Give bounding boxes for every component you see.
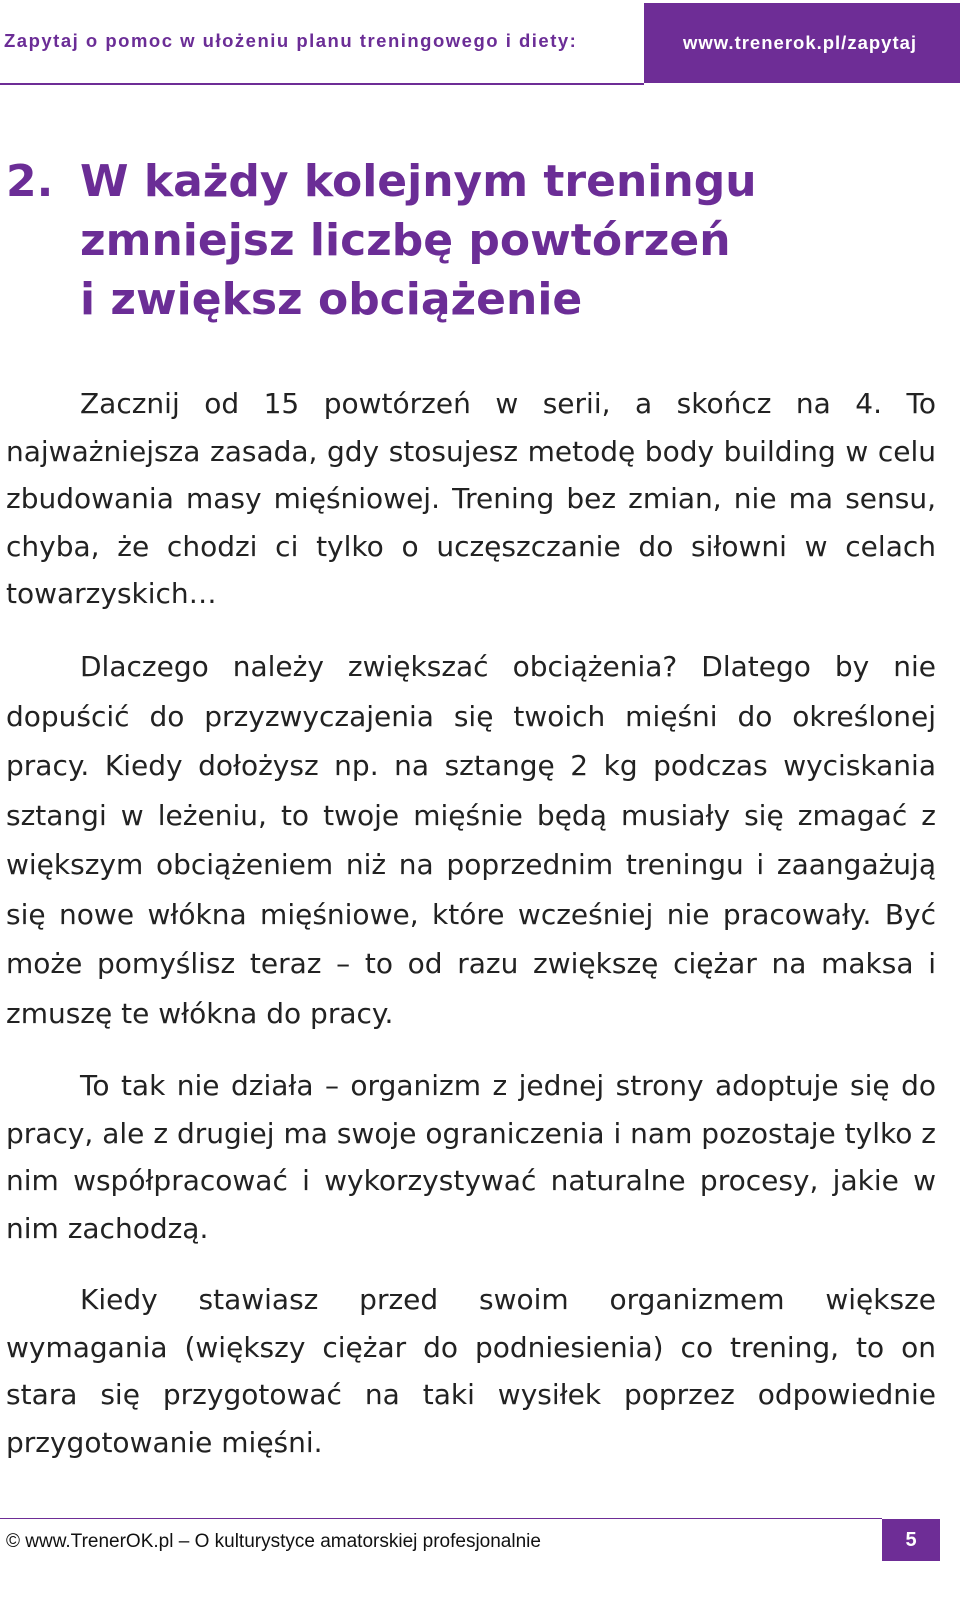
body-paragraph-1: Zacznij od 15 powtórzeń w serii, a skończ na 4. To najważniejsza zasada, gdy stosujesz metodę body building w celu zbudowania masy mięśniowej. Trening bez zmian, nie ma sensu, chyba, że chodzi ci tylko o uczęszczanie do siłowni w celach towarzyskich… [6, 387, 936, 610]
section-heading [6, 152, 906, 329]
body-paragraph-2: Dlaczego należy zwiększać obciążenia? Dlatego by nie dopuścić do przyzwyczajenia się twoich mięśni do określonej pracy. Kiedy dołożysz np. na sztangę 2 kg podczas wyciskania sztangi w leżeniu, to twoje mięśnie będą musiały się zmagać z większym obciążeniem niż na poprzednim treningu i zaangażują się nowe włókna mięśniowe, które wcześniej nie pracowały. Być może pomyślisz teraz – to od razu zwiększę ciężar na maksa i zmuszę te włókna do pracy. [6, 650, 936, 1030]
section-number: 2. [6, 156, 54, 207]
section-heading-line-1 [6, 152, 906, 211]
header-prompt: Zapytaj o pomoc w ułożeniu planu treningowego i diety: [4, 30, 578, 51]
header-divider [0, 83, 644, 85]
body-paragraph-3: To tak nie działa – organizm z jednej strony adoptuje się do pracy, ale z drugiej ma swoje ograniczenia i nam pozostaje tylko z nim współpracować i wykorzystywać naturalne procesy, jakie w nim zachodzą. [6, 1069, 936, 1245]
body-paragraph-4: Kiedy stawiasz przed swoim organizmem większe wymagania (większy ciężar do podniesienia) co trening, to on stara się przygotować na taki wysiłek poprzez odpowiednie przygotowanie mięśni. [6, 1283, 936, 1459]
section-title-line-1: W każdy kolejnym treningu [80, 156, 757, 207]
footer-divider [0, 1518, 882, 1519]
footer-copyright: © www.TrenerOK.pl – O kulturystyce amatorskiej profesjonalnie [6, 1531, 541, 1552]
header-url-link[interactable]: www.trenerok.pl/zapytaj [644, 3, 960, 83]
page-header [0, 0, 960, 84]
page-number-badge: 5 [882, 1519, 940, 1561]
section-title-line-2: zmniejsz liczbę powtórzeń [80, 215, 731, 266]
section-title-line-3: i zwiększ obciążenie [80, 274, 583, 325]
